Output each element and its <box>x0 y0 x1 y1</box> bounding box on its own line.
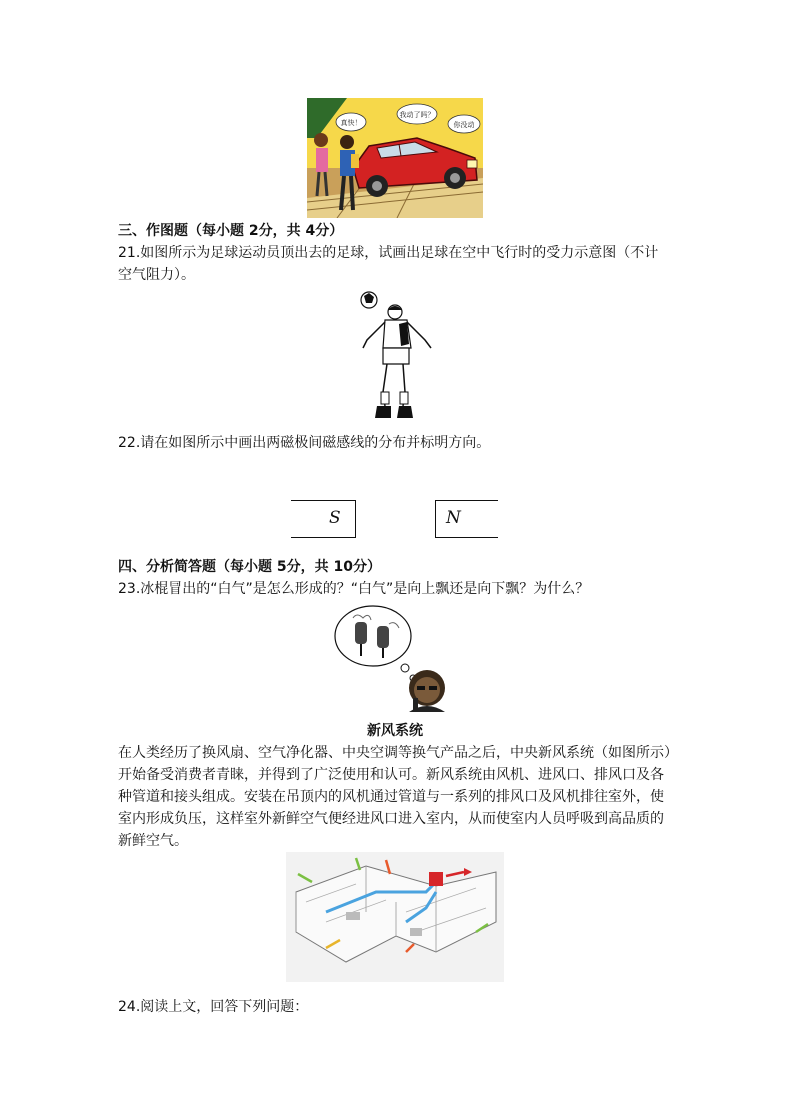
reading-line: 在人类经历了换风扇、空气净化器、中央空调等换气产品之后，中央新风系统（如图所示） <box>118 745 678 761</box>
reading-line: 室内形成负压，这样室外新鲜空气便经进风口进入室内，从而使室内人员呼吸到高品质的 <box>118 811 664 827</box>
reading-line: 新鲜空气。 <box>118 833 188 849</box>
football-player-figure <box>355 288 435 424</box>
reading-title: 新风系统 <box>367 723 423 739</box>
magnet-north-label: N <box>446 508 461 528</box>
popsicle-thought-figure <box>333 602 455 712</box>
section4-heading: 四、分析简答题（每小题 5分，共 10分） <box>118 559 381 575</box>
magnet-south-pole <box>291 500 356 538</box>
magnet-north-pole <box>435 500 498 538</box>
magnet-south-label: S <box>329 508 341 528</box>
reading-line: 种管道和接头组成。安装在吊顶内的风机通过管道与一系列的排风口及风机排往室外，使 <box>118 789 664 805</box>
bubble-left-text: 真快！ <box>340 119 362 127</box>
bubble-middle-text: 我动了吗？ <box>399 111 435 119</box>
question-21-line2: 空气阻力）。 <box>118 267 195 283</box>
fresh-air-system-figure <box>286 852 504 982</box>
question-21-line1: 21.如图所示为足球运动员顶出去的足球，试画出足球在空中飞行时的受力示意图（不计 <box>118 245 659 261</box>
reading-line: 开始备受消费者青睐，并得到了广泛使用和认可。新风系统由风机、进风口、排风口及各 <box>118 767 664 783</box>
question-22: 22.请在如图所示中画出两磁极间磁感线的分布并标明方向。 <box>118 435 491 451</box>
question-23: 23.冰棍冒出的“白气”是怎么形成的？“白气”是向上飘还是向下飘？为什么？ <box>118 581 590 597</box>
section3-heading: 三、作图题（每小题 2分，共 4分） <box>118 223 344 239</box>
bubble-right-text: 你没动 <box>453 121 475 129</box>
reading-paragraph <box>118 742 678 852</box>
question-24: 24.阅读上文，回答下列问题： <box>118 999 309 1015</box>
car-cartoon-figure <box>307 98 483 218</box>
